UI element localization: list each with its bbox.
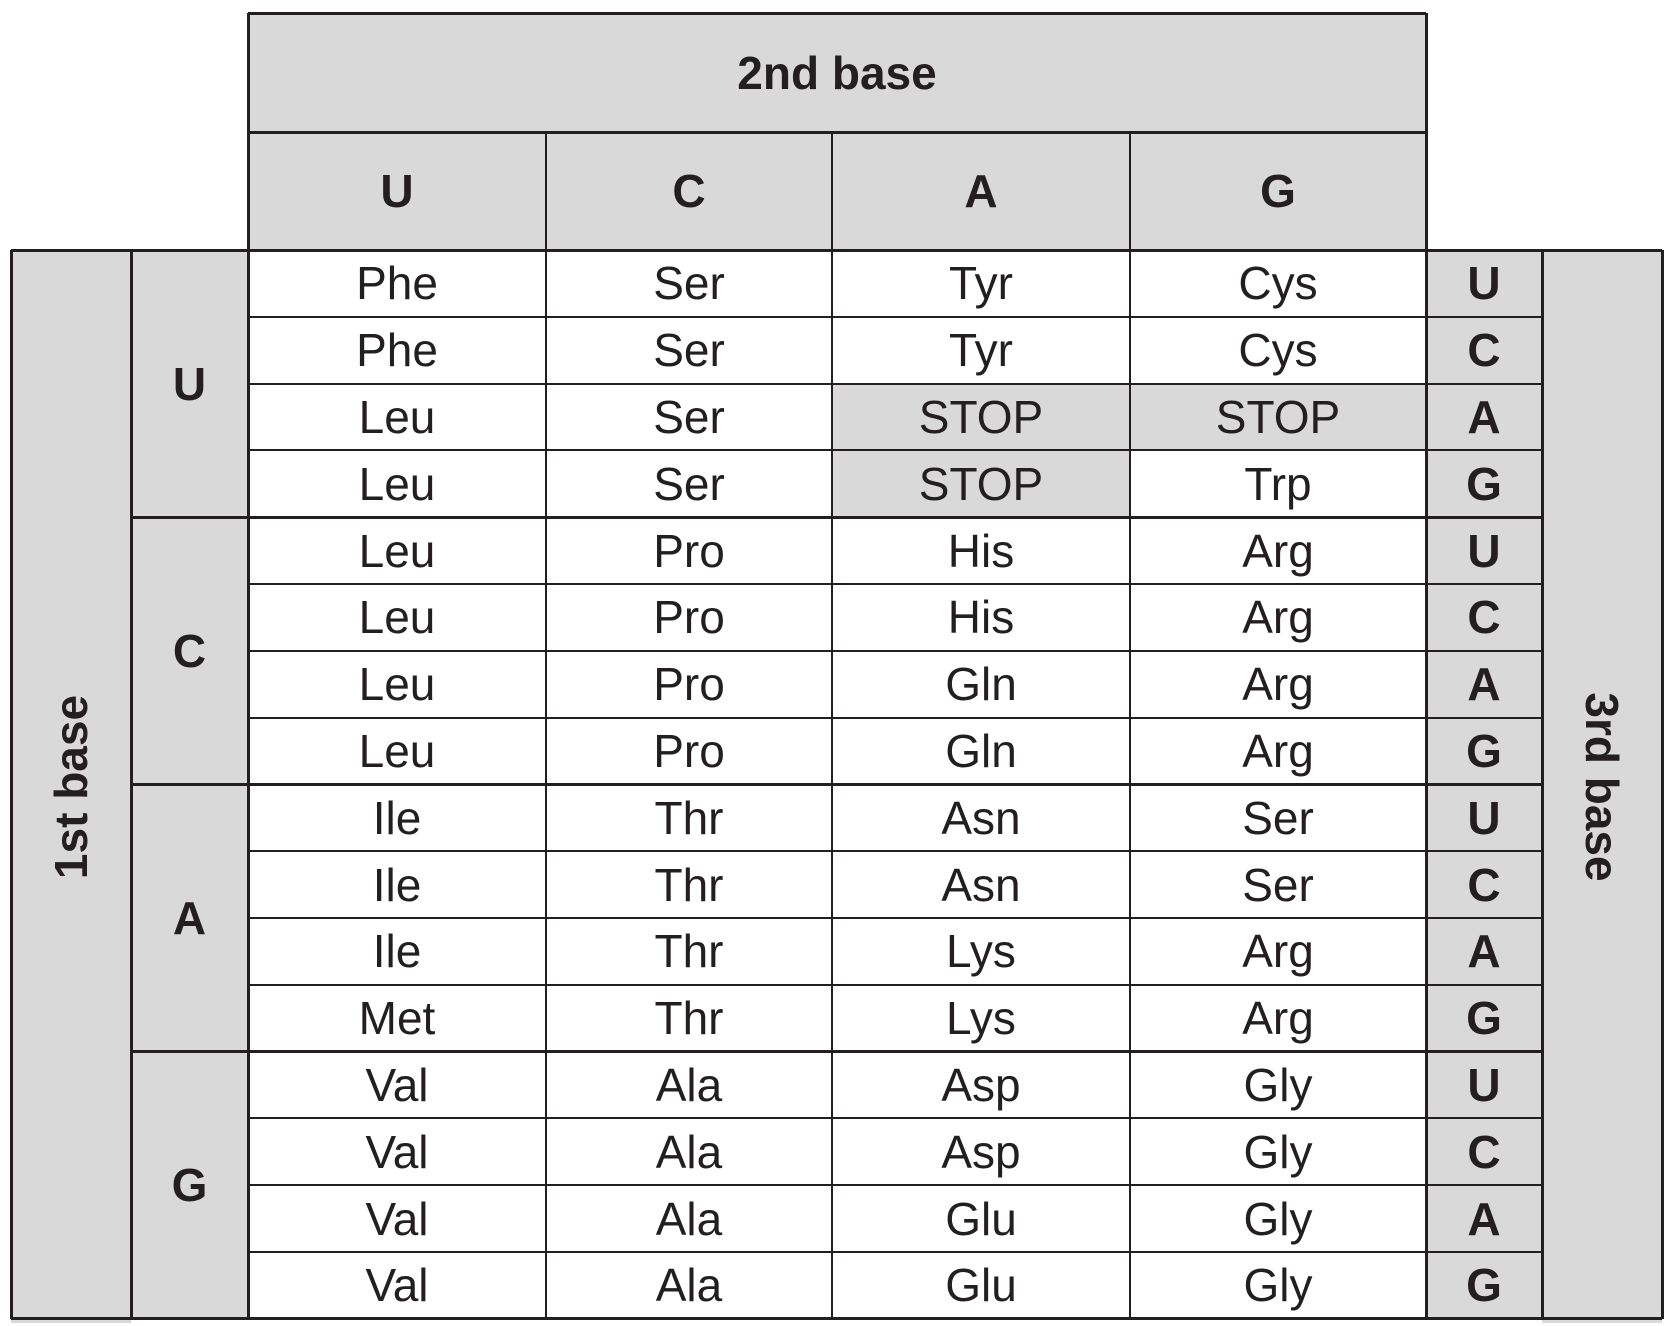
codon-cell: STOP [832,384,1130,451]
codon-cell: Pro [546,651,832,718]
third-base-u: U [1426,1052,1542,1119]
third-base-a: A [1426,918,1542,985]
grid-line [131,516,1542,519]
codon-cell: His [832,517,1130,584]
codon-cell: STOP [1130,384,1426,451]
grid-line [131,783,1542,786]
codon-cell: Gly [1130,1052,1426,1119]
codon-cell: Gly [1130,1185,1426,1252]
codon-cell: Pro [546,517,832,584]
codon-cell: Glu [832,1185,1130,1252]
codon-cell: Cys [1130,317,1426,384]
third-base-column [1542,250,1662,1323]
third-base-c: C [1426,317,1542,384]
third-base-title: 3rd base [1576,691,1628,882]
third-base-u: U [1426,517,1542,584]
first-base-g: G [131,1052,248,1319]
codon-cell: Ala [546,1118,832,1185]
grid-line [248,12,1426,15]
codon-cell: Ser [1130,851,1426,918]
grid-line [248,1184,1542,1186]
grid-line [1129,132,1131,1319]
codon-cell: Val [248,1185,546,1252]
grid-line [247,13,250,1319]
first-base-u: U [131,250,248,517]
codon-cell: Phe [248,317,546,384]
third-base-g: G [1426,1252,1542,1319]
grid-line [131,1050,1542,1053]
grid-line [248,984,1542,986]
codon-cell: Leu [248,517,546,584]
grid-line [11,249,1662,252]
codon-cell: STOP [832,450,1130,517]
third-base-u: U [1426,784,1542,851]
codon-cell: Pro [546,718,832,785]
codon-cell: Arg [1130,985,1426,1052]
codon-cell: Lys [832,985,1130,1052]
codon-cell: Thr [546,985,832,1052]
grid-line [248,1251,1542,1253]
codon-cell: Arg [1130,584,1426,651]
third-base-g: G [1426,450,1542,517]
grid-line [248,131,1426,134]
second-base-title: 2nd base [737,46,937,99]
codon-cell: Leu [248,384,546,451]
codon-cell: Thr [546,784,832,851]
codon-cell: Glu [832,1252,1130,1319]
codon-cell: Lys [832,918,1130,985]
third-base-c: C [1426,1118,1542,1185]
codon-cell: Arg [1130,517,1426,584]
codon-cell: Phe [248,250,546,317]
codon-cell: Asn [832,851,1130,918]
grid-line [1661,250,1664,1319]
codon-cell: Asn [832,784,1130,851]
codon-cell: His [832,584,1130,651]
codon-cell: Ser [546,384,832,451]
codon-cell: Asp [832,1118,1130,1185]
codon-cell: Gln [832,651,1130,718]
second-base-a: A [832,132,1130,250]
second-base-g: G [1130,132,1426,250]
codon-cell: Val [248,1252,546,1319]
third-base-g: G [1426,718,1542,785]
first-base-title: 1st base [45,694,97,879]
first-base-c: C [131,517,248,784]
first-base-column [11,250,131,1323]
third-base-a: A [1426,384,1542,451]
codon-cell: Pro [546,584,832,651]
third-base-a: A [1426,651,1542,718]
third-base-g: G [1426,985,1542,1052]
grid-line [831,132,833,1319]
codon-cell: Asp [832,1052,1130,1119]
grid-line [248,449,1542,451]
codon-cell: Leu [248,450,546,517]
codon-cell: Ala [546,1052,832,1119]
codon-cell: Val [248,1118,546,1185]
grid-line [1425,13,1428,1319]
codon-cell: Ile [248,784,546,851]
third-base-c: C [1426,851,1542,918]
third-base-a: A [1426,1185,1542,1252]
grid-line [248,583,1542,585]
codon-cell: Arg [1130,651,1426,718]
codon-cell: Tyr [832,250,1130,317]
grid-line [248,1117,1542,1119]
codon-cell: Ile [248,851,546,918]
grid-line [248,717,1542,719]
codon-cell: Ala [546,1185,832,1252]
third-base-u: U [1426,250,1542,317]
codon-cell: Ser [1130,784,1426,851]
codon-cell: Tyr [832,317,1130,384]
codon-cell: Ser [546,250,832,317]
codon-cell: Ser [546,317,832,384]
codon-cell: Gln [832,718,1130,785]
codon-cell: Leu [248,651,546,718]
second-base-c: C [546,132,832,250]
codon-cell: Thr [546,851,832,918]
grid-line [248,316,1542,318]
grid-line [248,383,1542,385]
codon-cell: Gly [1130,1118,1426,1185]
codon-cell: Leu [248,718,546,785]
codon-cell: Ser [546,450,832,517]
first-base-a: A [131,784,248,1051]
second-base-header [248,13,1426,132]
codon-cell: Cys [1130,250,1426,317]
grid-line [248,917,1542,919]
grid-line [11,1317,1662,1320]
codon-cell: Arg [1130,718,1426,785]
codon-cell: Gly [1130,1252,1426,1319]
grid-line [248,850,1542,852]
codon-cell: Ala [546,1252,832,1319]
grid-line [545,132,547,1319]
codon-cell: Thr [546,918,832,985]
codon-cell: Arg [1130,918,1426,985]
codon-cell: Met [248,985,546,1052]
codon-cell: Trp [1130,450,1426,517]
codon-cell: Ile [248,918,546,985]
grid-line [10,250,13,1319]
second-base-u: U [248,132,546,250]
codon-cell: Leu [248,584,546,651]
grid-line [248,650,1542,652]
third-base-c: C [1426,584,1542,651]
codon-cell: Val [248,1052,546,1119]
